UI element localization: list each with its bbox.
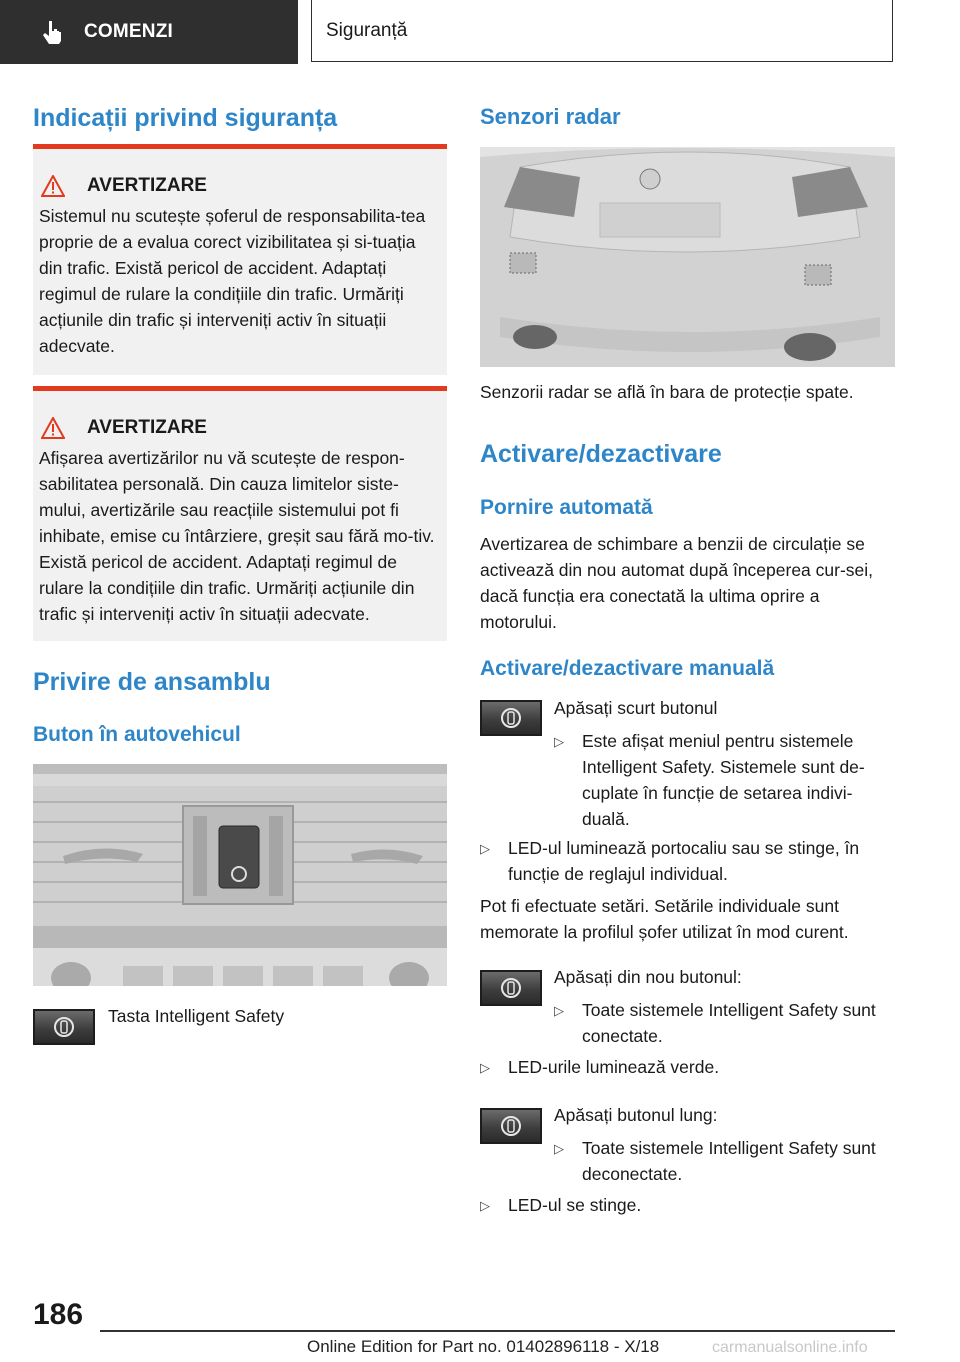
step1-text: Apăsați scurt butonul [554,698,718,718]
header-chapter-label: Siguranță [326,19,408,41]
list-item-text: LED-urile luminează verde. [508,1057,720,1077]
manual-heading: Activare/dezactivare manuală [480,657,775,680]
list-item-text: Toate sistemele Intelligent Safety sunt conectate. [582,1000,876,1046]
warning-title-text-2: AVERTIZARE [87,417,207,438]
radar-caption: Senzorii radar se află în bara de protecție spate. [480,382,854,402]
button-heading: Buton în autovehicul [33,723,241,746]
warning-title-1 [41,175,447,197]
bullet-triangle-icon: ▷ [554,1141,564,1156]
bullet-triangle-icon: ▷ [554,734,564,749]
page-number: 186 [33,1298,84,1331]
list-item [480,1054,896,1081]
list-item [480,1192,896,1219]
warning-title-2 [41,417,447,439]
settings-text: Pot fi efectuate setări. Setările individuale sunt memorate la profilul șofer utilizat în mod curent. [480,896,849,942]
safety-car-icon [500,707,522,729]
bullet-triangle-icon: ▷ [480,1060,490,1075]
bullet-triangle-icon: ▷ [480,1198,490,1213]
button-caption: Tasta Intelligent Safety [108,1006,285,1026]
warning-box-2 [33,386,447,641]
key-image-2 [480,970,542,1006]
warning-text-1: Sistemul nu scutește șoferul de responsabilita-tea proprie de a evalua corect vizibilitatea și si-tuația din trafic. Există pericol de accident. Adaptați regimul de rulare la condițiile din trafic. Urmăriți acțiunile din trafic și interveniți activ în situații adecvate. [39,206,426,356]
step2-text: Apăsați din nou butonul: [554,967,742,987]
header-chapter-box [311,0,893,62]
activation-heading: Activare/dezactivare [480,440,722,468]
list-item-text: Este afișat meniul pentru sistemele Intelligent Safety. Sistemele sunt de-cuplate în funcție de setarea indivi-duală. [582,731,865,829]
safety-car-icon [500,977,522,999]
step3-text: Apăsați butonul lung: [554,1105,718,1125]
header-section-label: COMENZI [84,21,174,42]
safety-car-icon [53,1016,75,1038]
bullet-triangle-icon: ▷ [480,841,490,856]
overview-heading: Privire de ansamblu [33,668,271,696]
warning-triangle-icon [41,175,65,197]
dashboard-button-illustration [33,764,447,986]
key-image-1 [480,700,542,736]
safety-car-icon [500,1115,522,1137]
warning-title-text-1: AVERTIZARE [87,175,207,196]
footer-edition: Online Edition for Part no. 01402896118 - X/18 [307,1337,660,1356]
warning-triangle-icon [41,417,65,439]
list-item-text: LED-ul se stinge. [508,1195,642,1215]
auto-start-text: Avertizarea de schimbare a benzii de circulație se activează din nou automat după începerea cur-sei, dacă funcția era conectată la ultima oprire a motorului. [480,534,874,632]
intelligent-safety-key-image [33,1009,95,1045]
key-image-3 [480,1108,542,1144]
watermark: carmanualsonline.info [712,1339,868,1356]
warning-box-1 [33,144,447,375]
radar-heading: Senzori radar [480,104,621,129]
warning-text-2: Afișarea avertizărilor nu vă scutește de respon-sabilitatea personală. Din cauza limitelor siste-mului, avertizările sau reacțiile sistemului pot fi inhibate, emise cu întârziere, greșit sau fără mo-tiv. Există pericol de accident. Adaptați regimul de rulare la condițiile din trafic. Urmăriți acțiunile din trafic și interveniți activ în situații adecvate. [39,448,435,624]
list-item [554,997,896,1049]
list-item [480,835,896,887]
bullet-triangle-icon: ▷ [554,1003,564,1018]
list-item-text: Toate sistemele Intelligent Safety sunt deconectate. [582,1138,876,1184]
list-item [554,728,896,832]
header-section-tab [0,0,298,64]
rear-bumper-radar-illustration [480,147,895,367]
list-item-text: LED-ul luminează portocaliu sau se stinge, în funcție de reglajul individual. [508,838,860,884]
list-item [554,1135,896,1187]
auto-start-heading: Pornire automată [480,496,653,519]
pointing-hand-icon [40,19,66,45]
footer-divider [100,1330,895,1332]
page-title: Indicații privind siguranța [33,104,338,132]
